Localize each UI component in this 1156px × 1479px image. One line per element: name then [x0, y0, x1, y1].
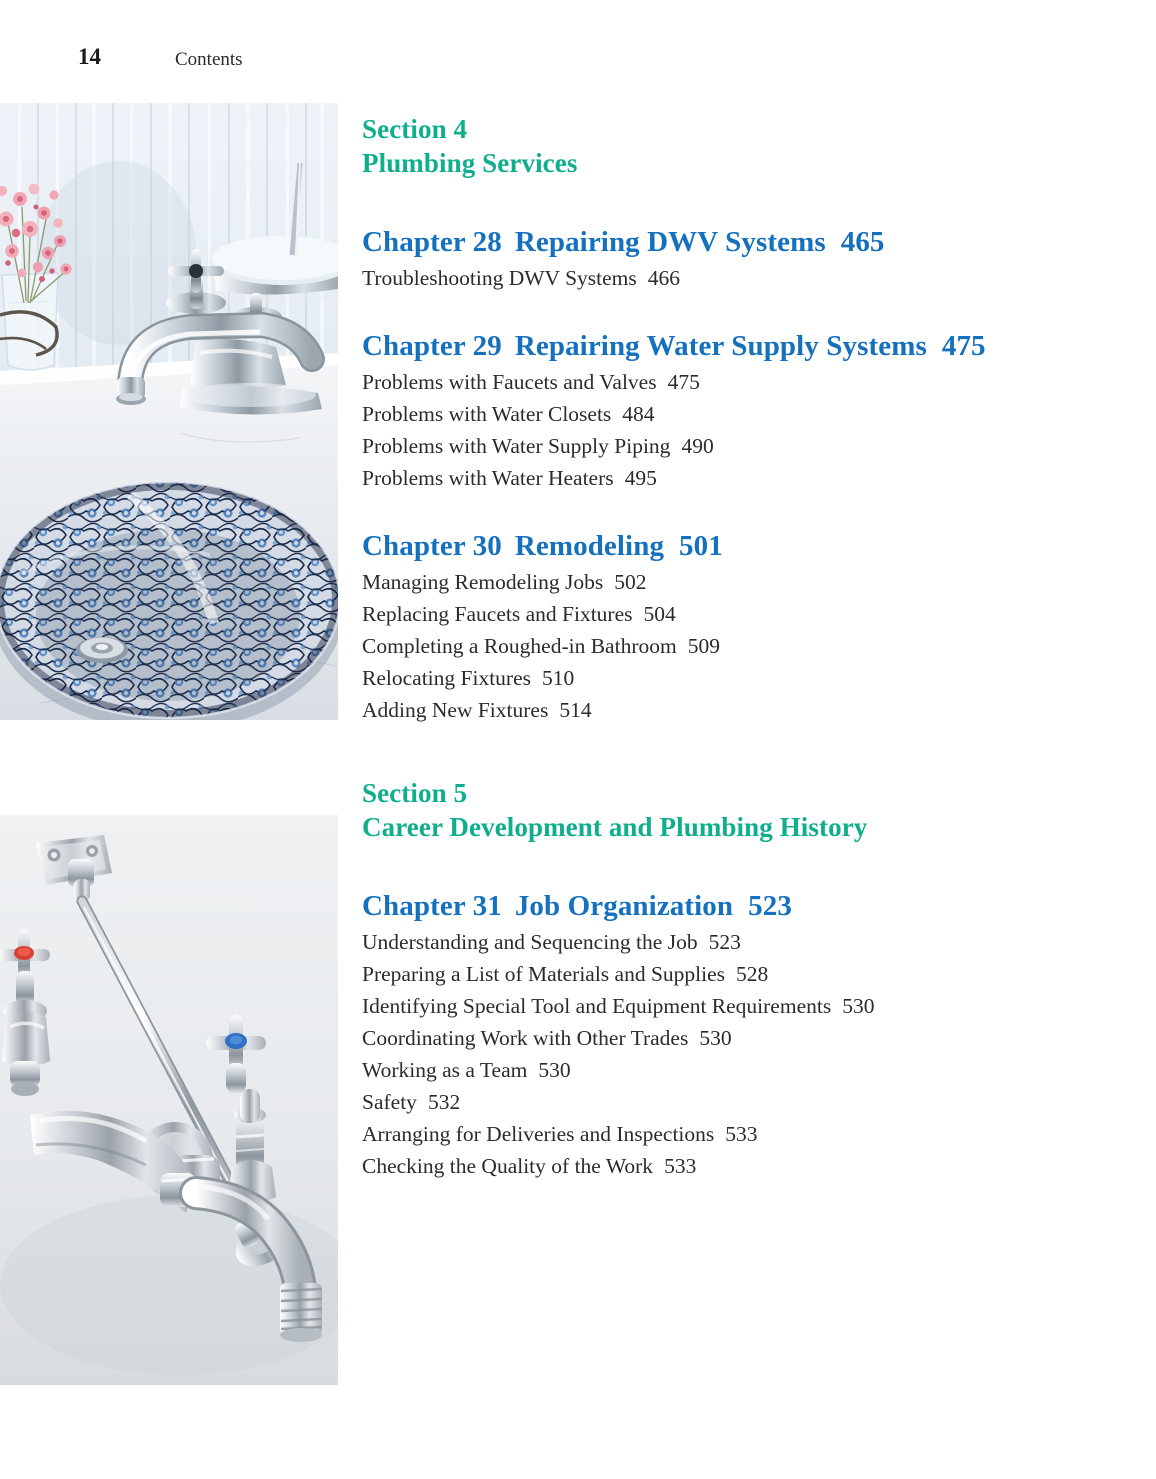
service-sink-faucet-photo	[0, 815, 338, 1385]
entry-page: 528	[736, 962, 769, 986]
entry-title: Preparing a List of Materials and Supplies	[362, 962, 726, 986]
chapter-label: Chapter 29	[362, 330, 502, 362]
entry-title: Relocating Fixtures	[362, 666, 531, 690]
chapter-title: Remodeling	[514, 530, 665, 562]
chapter-heading-28	[362, 224, 1122, 260]
entry-title: Troubleshooting DWV Systems	[362, 266, 637, 290]
chapter-title: Repairing DWV Systems	[514, 226, 826, 258]
chapter-label: Chapter 28	[362, 226, 502, 258]
toc-entry	[362, 462, 1122, 494]
page-number: 14	[78, 44, 101, 69]
toc-entry	[362, 262, 1122, 294]
entry-title: Managing Remodeling Jobs	[362, 570, 604, 594]
toc-entry	[362, 694, 1122, 726]
running-head: Contents	[175, 49, 243, 70]
entry-title: Problems with Faucets and Valves	[362, 370, 657, 394]
entry-title: Completing a Roughed-in Bathroom	[362, 634, 677, 658]
entry-page: 502	[614, 570, 647, 594]
entry-title: Arranging for Deliveries and Inspections	[362, 1122, 715, 1146]
entry-title: Identifying Special Tool and Equipment Requirements	[362, 994, 832, 1018]
entry-page: 504	[643, 602, 676, 626]
chapter-30-entries	[362, 566, 1122, 726]
entry-page: 509	[687, 634, 720, 658]
toc-entry	[362, 1086, 1122, 1118]
entry-page: 495	[624, 466, 657, 490]
table-of-contents	[362, 112, 1122, 1182]
entry-page: 514	[559, 698, 592, 722]
entry-title: Checking the Quality of the Work	[362, 1154, 654, 1178]
toc-entry	[362, 1054, 1122, 1086]
entry-page: 510	[542, 666, 575, 690]
section-title: Plumbing Services	[362, 148, 578, 178]
chapter-28-entries	[362, 262, 1122, 294]
toc-entry	[362, 566, 1122, 598]
entry-title: Coordinating Work with Other Trades	[362, 1026, 689, 1050]
vessel-sink-photo	[0, 103, 338, 720]
service-sink-faucet-illustration	[0, 815, 338, 1385]
entry-title: Working as a Team	[362, 1058, 528, 1082]
entry-title: Adding New Fixtures	[362, 698, 549, 722]
chapter-page: 523	[748, 890, 792, 922]
chapter-title: Repairing Water Supply Systems	[514, 330, 927, 362]
chapter-29-entries	[362, 366, 1122, 494]
chapter-heading-30	[362, 528, 1122, 564]
entry-title: Problems with Water Supply Piping	[362, 434, 671, 458]
toc-entry	[362, 430, 1122, 462]
chapter-page: 475	[941, 330, 986, 362]
hose-threads	[280, 1283, 322, 1342]
entry-page: 532	[427, 1090, 461, 1114]
entry-page: 475	[667, 370, 700, 394]
entry-page: 484	[622, 402, 655, 426]
entry-page: 490	[681, 434, 714, 458]
entry-page: 530	[538, 1058, 571, 1082]
toc-entry	[362, 990, 1122, 1022]
chapter-heading-29	[362, 328, 1122, 364]
toc-entry	[362, 662, 1122, 694]
chapter-label: Chapter 30	[362, 530, 502, 562]
entry-page: 530	[699, 1026, 732, 1050]
section-heading-4	[362, 112, 1122, 180]
section-heading-5	[362, 776, 1122, 844]
entry-title: Understanding and Sequencing the Job	[362, 930, 698, 954]
toc-entry	[362, 926, 1122, 958]
toc-entry	[362, 958, 1122, 990]
chapter-page: 501	[679, 530, 723, 562]
toc-entry	[362, 366, 1122, 398]
toc-entry	[362, 398, 1122, 430]
chapter-heading-31	[362, 888, 1122, 924]
toc-entry	[362, 1150, 1122, 1182]
chapter-31-entries	[362, 926, 1122, 1182]
toc-entry	[362, 598, 1122, 630]
toc-entry	[362, 1022, 1122, 1054]
toc-entry	[362, 630, 1122, 662]
vessel-sink-illustration	[0, 103, 338, 720]
entry-page: 530	[842, 994, 875, 1018]
entry-title: Replacing Faucets and Fixtures	[362, 602, 633, 626]
entry-page: 523	[708, 930, 741, 954]
entry-page: 466	[647, 266, 681, 290]
toc-entry	[362, 1118, 1122, 1150]
page-header	[0, 44, 1156, 80]
entry-title: Problems with Water Closets	[362, 402, 612, 426]
entry-title: Problems with Water Heaters	[362, 466, 614, 490]
section-title: Career Development and Plumbing History	[362, 812, 868, 842]
entry-page: 533	[664, 1154, 697, 1178]
chapter-page: 465	[840, 226, 885, 258]
section-label: Section 5	[362, 778, 468, 808]
chapter-title: Job Organization	[514, 890, 734, 922]
section-label: Section 4	[362, 114, 468, 144]
chapter-label: Chapter 31	[362, 890, 502, 922]
entry-page: 533	[725, 1122, 758, 1146]
entry-title: Safety	[362, 1090, 417, 1114]
